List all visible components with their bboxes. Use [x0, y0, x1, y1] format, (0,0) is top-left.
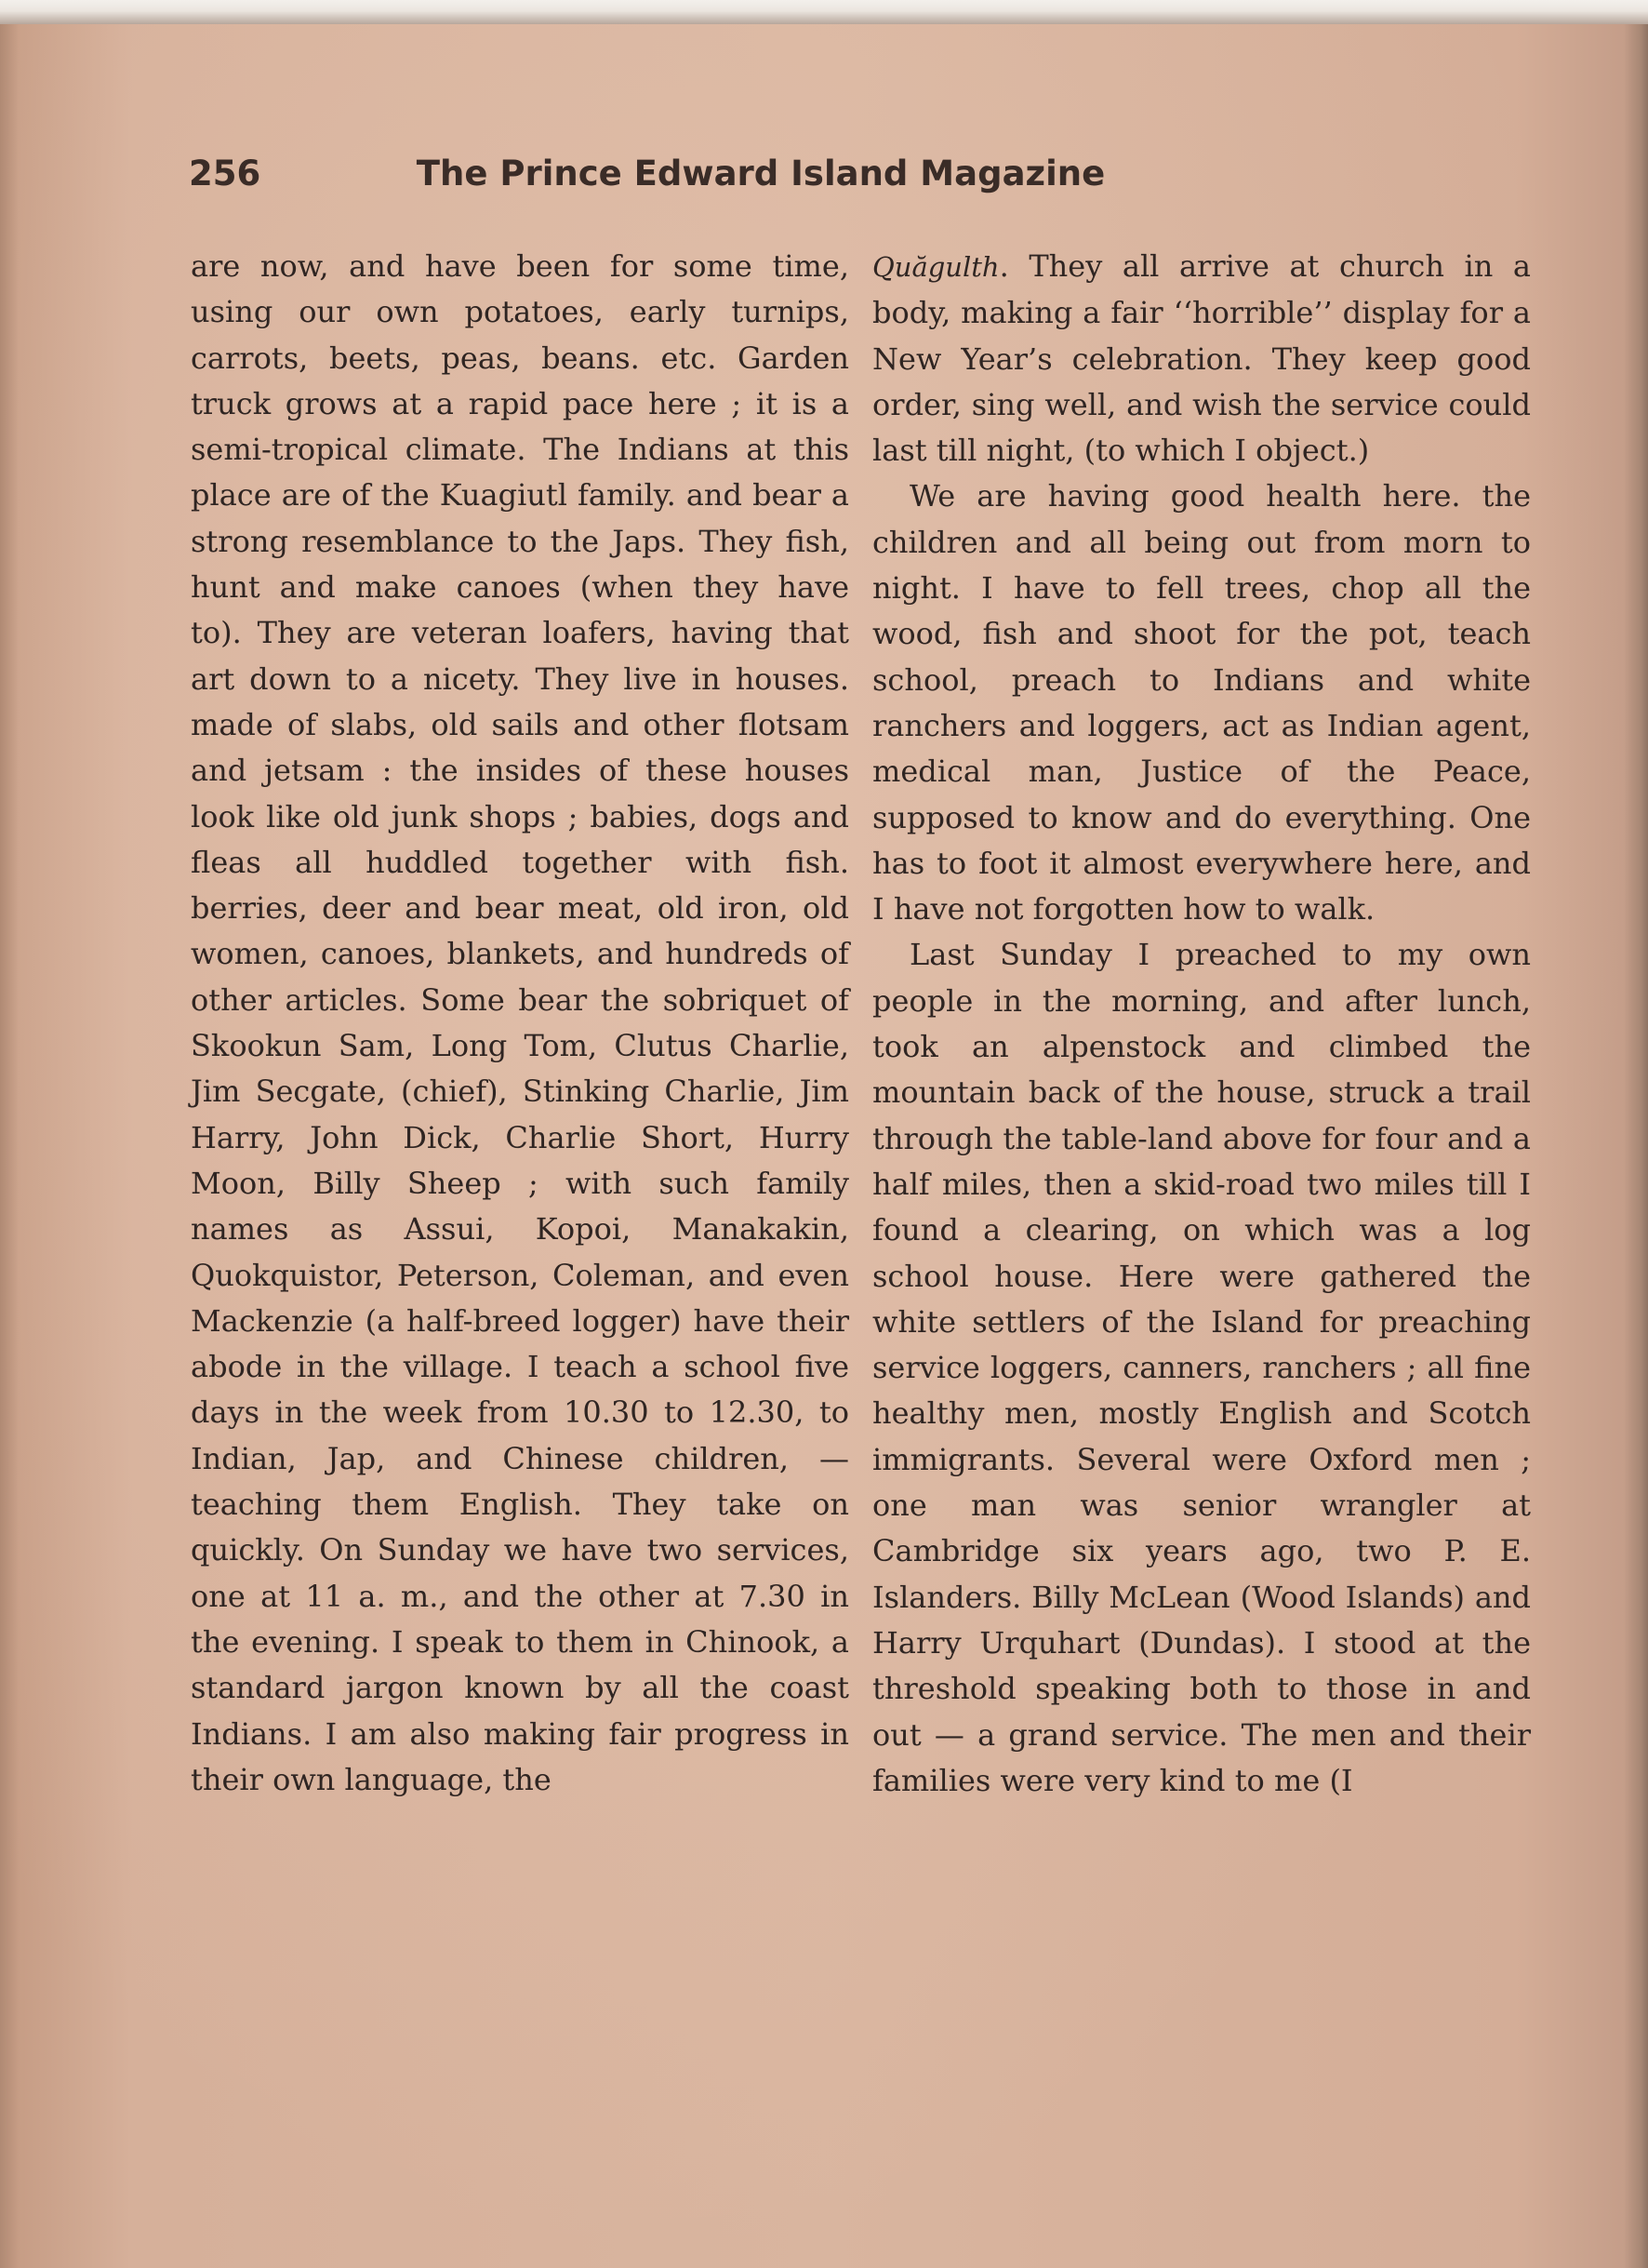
right-paragraph-1 — [872, 244, 1531, 474]
right-paragraph-2: We are having good health here. the children and all being out from morn to night. I have to fell trees, chop all the wood, fish and shoot for the pot, teach school, preach to Indians and white ranchers and loggers, act as Indian agent, medical man, Justice of the Peace, supposed to know and do everything. One has to foot it almost everywhere here, and I have not forgotten how to walk. — [872, 478, 1531, 927]
running-title: The Prince Edward Island Magazine — [416, 153, 1106, 193]
right-paragraph-3: Last Sunday I preached to my own people in the morning, and after lunch, took an alpenstock and climbed the mountain back of the house, struck a trail through the table-land above for four and a half miles, then a skid-road two miles till I found a clearing, on which was a log school house. Here were gathered the white settlers of the Island for preaching service loggers, canners, ranchers ; all fine healthy men, mostly English and Scotch immigrants. Several were Oxford men ; one man was senior wrangler at Cambridge six years ago, two P. E. Islanders. Billy McLean (Wood Islands) and Harry Urquhart (Dundas). I stood at the threshold speaking both to those in and out — a grand service. The men and their families were very kind to me (I — [872, 937, 1531, 1798]
page-number: 256 — [189, 153, 261, 193]
right-column — [872, 244, 1531, 1804]
left-column — [191, 244, 849, 1803]
italic-word-quagulth: Quăgulth — [872, 251, 1000, 283]
page-left-shadow — [0, 24, 19, 2268]
right-paragraph-1-text: . They all arrive at church in a body, making a fair ‘‘horrible’’ display for a New Year’s celebration. They keep good order, sing well, and wish the service could last till night, (to which I object.) — [872, 248, 1531, 469]
left-paragraph-1: are now, and have been for some time, using our own potatoes, early turnips, carrots, beets, peas, beans. etc. Garden truck grows at a rapid pace here ; it is a semi-tropical climate. The Indians at this place are of the Kuagiutl family. and bear a strong resemblance to the Japs. They fish, hunt and make canoes (when they have to). They are veteran loafers, having that art down to a nicety. They live in houses. made of slabs, old sails and other flotsam and jetsam : the insides of these houses look like old junk shops ; babies, dogs and fleas all huddled together with fish. berries, deer and bear meat, old iron, old women, canoes, blankets, and hundreds of other articles. Some bear the sobriquet of Skookun Sam, Long Tom, Clutus Charlie, Jim Secgate, (chief), Stinking Charlie, Jim Harry, John Dick, Charlie Short, Hurry Moon, Billy Sheep ; with such family names as Assui, Kopoi, Manakakin, Quokquistor, Peterson, Coleman, and even Mackenzie (a half-breed logger) have their abode in the village. I teach a school five days in the week from 10.30 to 12.30, to Indian, Jap, and Chinese children, — teaching them English. They take on quickly. On Sunday we have two services, one at 11 a. m., and the other at 7.30 in the evening. I speak to them in Chinook, a standard jargon known by all the coast Indians. I am also making fair progress in their own language, the — [191, 248, 849, 1797]
running-header — [189, 153, 1240, 209]
page-right-shadow — [1624, 24, 1648, 2268]
page-top-edge — [0, 0, 1648, 24]
